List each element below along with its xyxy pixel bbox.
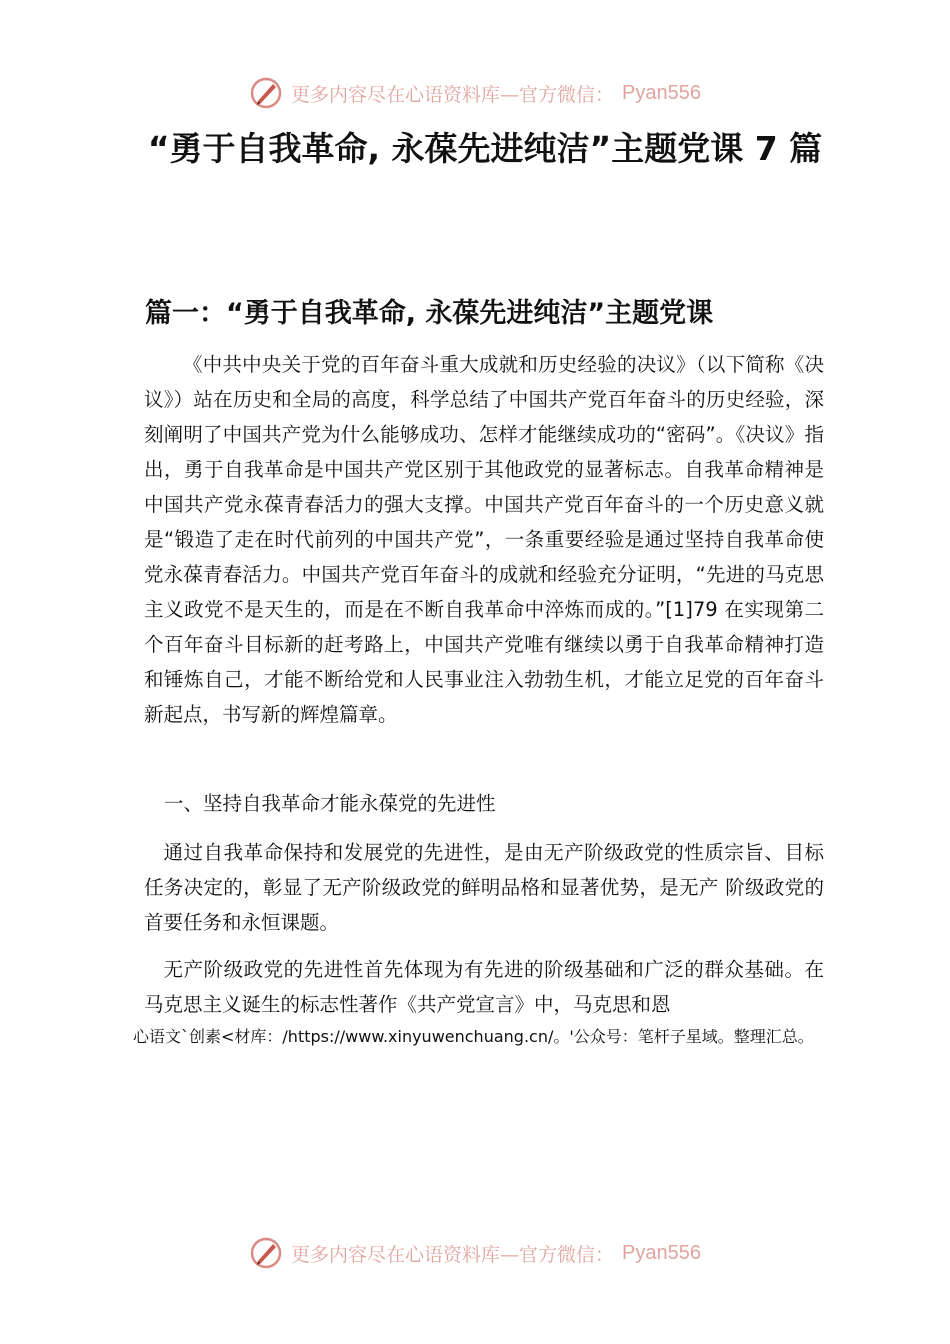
watermark-id: Pyan556	[622, 81, 701, 104]
watermark-text: 更多内容尽在心语资料库—官方微信：	[291, 83, 615, 106]
watermark-id: Pyan556	[622, 1241, 701, 1264]
document-title: “勇于自我革命, 永葆先进纯洁”主题党课 7 篇	[147, 129, 823, 168]
pen-circle-icon	[249, 1236, 283, 1270]
header-watermark	[0, 76, 950, 110]
section-title: 篇一：“勇于自我革命, 永葆先进纯洁”主题党课	[145, 298, 714, 329]
footer-watermark	[0, 1236, 950, 1270]
body-paragraph-1: 《中共中央关于党的百年奋斗重大成就和历史经验的决议》（以下简称《决议》）站在历史和全局的高度，科学总结了中国共产党百年奋斗的历史经验，深刻阐明了中国共产党为什么能够成功、怎样才能继续成功的“密码”。《决议》指出，勇于自我革命是中国共产党区别于其他政党的显著标志。自我革命精神是中国共产党永葆青春活力的强大支撑。中国共产党百年奋斗的一个历史意义就是“锻造了走在时代前列的中国共产党”，一条重要经验是通过坚持自我革命使党永葆青春活力。中国共产党百年奋斗的成就和经验充分证明，“先进的马克思主义政党不是天生的，而是在不断自我革命中淬炼而成的。”[1]79 在实现第二个百年奋斗目标新的赶考路上，中国共产党唯有继续以勇于自我革命精神打造和锤炼自己，才能不断给党和人民事业注入勃勃生机，才能立足党的百年奋斗新起点，书写新的辉煌篇章。	[144, 353, 824, 726]
watermark-text: 更多内容尽在心语资料库—官方微信：	[291, 1243, 615, 1266]
pen-circle-icon	[249, 76, 283, 110]
body-paragraph-2: 通过自我革命保持和发展党的先进性，是由无产阶级政党的性质宗旨、目标任务决定的，彰显了无产阶级政党的鲜明品格和显著优势，是无产 阶级政党的首要任务和永恒课题。	[144, 841, 824, 934]
source-footnote: 心语文`创素<材库：/https://www.xinyuwenchuang.cn/。'公众号：笔杆子星域。整理汇总。	[133, 1027, 814, 1046]
subheading-1: 一、坚持自我革命才能永葆党的先进性	[164, 792, 496, 815]
body-paragraph-3: 无产阶级政党的先进性首先体现为有先进的阶级基础和广泛的群众基础。在马克思主义诞生的标志性著作《共产党宣言》中，马克思和恩	[144, 958, 824, 1016]
